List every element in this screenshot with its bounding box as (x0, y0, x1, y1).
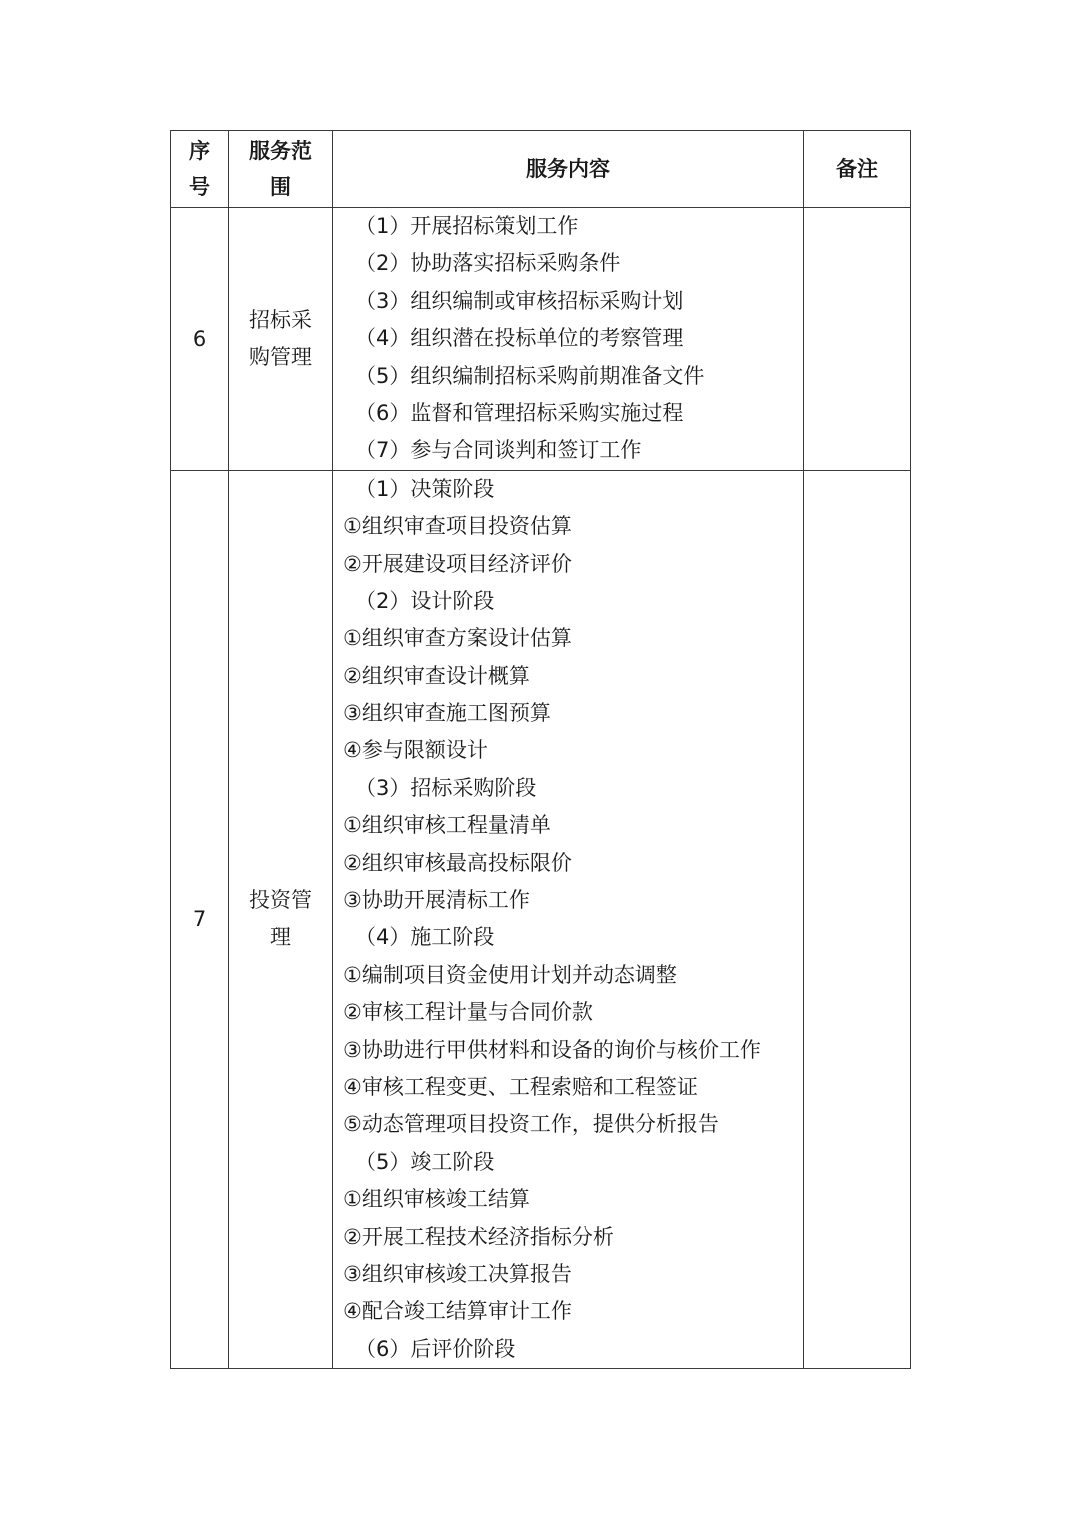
header-content-label: 服务内容 (526, 157, 610, 181)
content-cell (333, 470, 804, 1368)
content-cell (333, 208, 804, 471)
table-row (171, 208, 911, 471)
content-line: （5）组织编制招标采购前期准备文件 (355, 363, 705, 388)
content-line: ④参与限额设计 (343, 738, 488, 763)
content-line: ②开展建设项目经济评价 (343, 551, 572, 576)
content-line: （2）协助落实招标采购条件 (355, 251, 621, 276)
content-line: ③协助开展清标工作 (343, 888, 530, 913)
header-seq (171, 131, 229, 208)
content-line: （3）招标采购阶段 (355, 775, 537, 800)
content-line: ③协助进行甲供材料和设备的询价与核价工作 (343, 1037, 761, 1062)
content-line: （2）设计阶段 (355, 588, 495, 613)
remark-cell (804, 208, 911, 471)
scope-text: 招标采购管理 (249, 307, 312, 369)
content-line: ②审核工程计量与合同价款 (343, 1000, 593, 1025)
content-line: （7）参与合同谈判和签订工作 (355, 438, 642, 463)
content-line: ①组织审查项目投资估算 (343, 514, 572, 539)
content-line: （4）组织潜在投标单位的考察管理 (355, 326, 684, 351)
header-remark (804, 131, 911, 208)
seq-cell: 7 (171, 470, 229, 1368)
content-line: ①组织审核竣工结算 (343, 1187, 530, 1212)
header-remark-label: 备注 (836, 157, 878, 181)
scope-cell (229, 208, 333, 471)
content-line: （1）开展招标策划工作 (355, 214, 579, 238)
seq-cell: 6 (171, 208, 229, 471)
content-line: ②开展工程技术经济指标分析 (343, 1224, 614, 1249)
content-line: ⑤动态管理项目投资工作，提供分析报告 (343, 1112, 719, 1137)
scope-cell (229, 470, 333, 1368)
content-line: （3）组织编制或审核招标采购计划 (355, 288, 684, 313)
content-list (341, 208, 803, 470)
header-scope (229, 131, 333, 208)
content-line: （5）竣工阶段 (355, 1149, 495, 1174)
content-line: ③组织审查施工图预算 (343, 701, 551, 726)
content-line: ①组织审查方案设计估算 (343, 626, 572, 651)
content-line: ②组织审查设计概算 (343, 663, 530, 688)
content-line: ②组织审核最高投标限价 (343, 850, 572, 875)
scope-text: 投资管理 (249, 888, 312, 950)
service-table (170, 130, 911, 1369)
header-content (333, 131, 804, 208)
table-header-row (171, 131, 911, 208)
content-line: ④配合竣工结算审计工作 (343, 1299, 572, 1324)
table-row (171, 470, 911, 1368)
header-seq-label: 序号 (189, 139, 210, 199)
content-line: （6）监督和管理招标采购实施过程 (355, 400, 684, 425)
content-line: （1）决策阶段 (355, 476, 495, 501)
content-line: （4）施工阶段 (355, 925, 495, 950)
remark-cell (804, 470, 911, 1368)
content-line: ③组织审核竣工决算报告 (343, 1261, 572, 1286)
content-line: （6）后评价阶段 (355, 1336, 516, 1361)
content-line: ④审核工程变更、工程索赔和工程签证 (343, 1074, 698, 1099)
header-scope-label: 服务范围 (249, 139, 312, 199)
content-list (341, 471, 803, 1368)
content-line: ①编制项目资金使用计划并动态调整 (343, 962, 677, 987)
content-line: ①组织审核工程量清单 (343, 813, 551, 838)
